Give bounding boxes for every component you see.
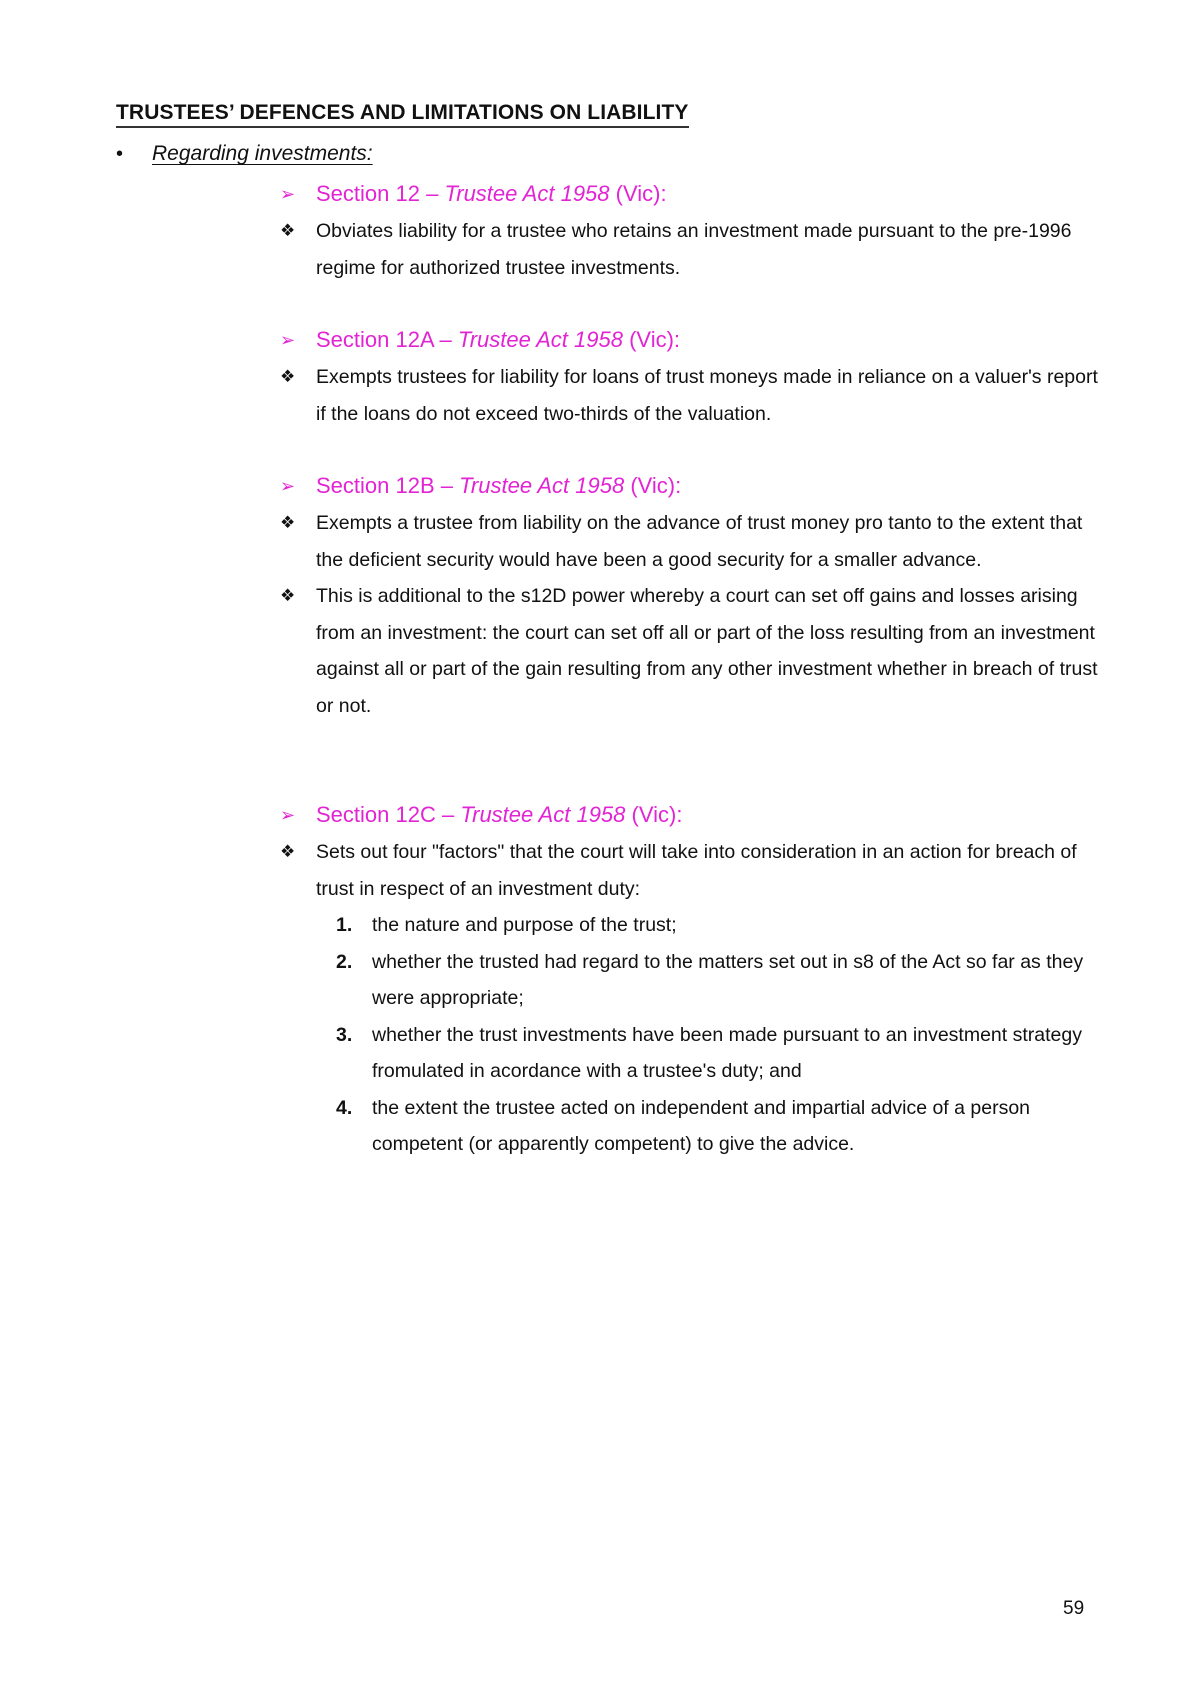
page-heading: TRUSTEES’ DEFENCES AND LIMITATIONS ON LIABILITY xyxy=(116,100,689,128)
list-item xyxy=(280,505,1110,578)
arrow-bullet-icon: ➢ xyxy=(280,330,296,350)
bullet-icon: • xyxy=(116,143,124,165)
numbered-item xyxy=(336,1017,1110,1090)
section-heading xyxy=(280,800,1110,830)
item-text: Obviates liability for a trustee who retains an investment made pursuant to the pre-1996 regime for authorized trustee investments. xyxy=(316,220,1072,279)
subheading xyxy=(116,140,373,168)
arrow-bullet-icon: ➢ xyxy=(280,476,296,496)
section-suffix: (Vic): xyxy=(622,327,681,352)
section-heading xyxy=(280,325,1110,355)
diamond-bullet-icon: ❖ xyxy=(280,221,296,240)
section-heading xyxy=(280,471,1110,501)
item-text: Exempts trustees for liability for loans of trust moneys made in reliance on a valuer's report if the loans do not exceed two-thirds of the valuation. xyxy=(316,366,1098,425)
section-prefix: Section 12B – xyxy=(316,473,460,498)
arrow-bullet-icon: ➢ xyxy=(280,184,296,204)
list-item xyxy=(280,359,1110,432)
numbered-item xyxy=(336,944,1110,1017)
diamond-bullet-icon: ❖ xyxy=(280,367,296,386)
item-text: the nature and purpose of the trust; xyxy=(372,914,677,936)
list-item xyxy=(280,213,1110,286)
act-name: Trustee Act 1958 xyxy=(444,181,610,206)
item-number: 3. xyxy=(336,1023,353,1046)
list-item xyxy=(280,578,1110,724)
item-number: 1. xyxy=(336,914,353,936)
section-suffix: (Vic): xyxy=(625,802,683,827)
arrow-bullet-icon: ➢ xyxy=(280,805,296,825)
act-name: Trustee Act 1958 xyxy=(457,327,623,352)
section-prefix: Section 12A – xyxy=(316,327,458,352)
section-12b xyxy=(280,471,1110,724)
section-12 xyxy=(280,179,1110,286)
item-text: the extent the trustee acted on independent and impartial advice of a person competent (or apparently competent) to give the advice. xyxy=(372,1096,1031,1155)
item-number: 2. xyxy=(336,950,353,973)
diamond-bullet-icon: ❖ xyxy=(280,842,296,861)
item-text: Sets out four "factors" that the court will take into consideration in an action for breach of trust in respect of an investment duty: xyxy=(316,841,1077,900)
section-heading xyxy=(280,179,1110,209)
item-text: This is additional to the s12D power whereby a court can set off gains and losses arising from an investment: the court can set off all or part of the loss resulting from an investment against all or part of the gain resulting from any other investment whether in breach of trust or not. xyxy=(316,585,1098,717)
section-suffix: (Vic): xyxy=(609,181,667,206)
section-12c xyxy=(280,800,1110,1163)
list-item xyxy=(280,834,1110,907)
numbered-item xyxy=(336,1090,1110,1163)
numbered-item xyxy=(336,907,1110,944)
act-name: Trustee Act 1958 xyxy=(460,802,626,827)
section-prefix: Section 12C – xyxy=(316,802,461,827)
item-text: Exempts a trustee from liability on the advance of trust money pro tanto to the extent that the deficient security would have been a good security for a smaller advance. xyxy=(316,512,1083,571)
item-number: 4. xyxy=(336,1096,353,1119)
section-12a xyxy=(280,325,1110,432)
act-name: Trustee Act 1958 xyxy=(459,473,625,498)
section-suffix: (Vic): xyxy=(624,473,682,498)
page-number: 59 xyxy=(1063,1598,1085,1619)
section-prefix: Section 12 – xyxy=(316,181,445,206)
item-text: whether the trust investments have been made pursuant to an investment strategy fromulated in acordance with a trustee's duty; and xyxy=(372,1023,1082,1082)
numbered-list xyxy=(336,907,1110,1163)
diamond-bullet-icon: ❖ xyxy=(280,586,296,605)
diamond-bullet-icon: ❖ xyxy=(280,513,296,532)
subheading-text: Regarding investments: xyxy=(152,142,373,165)
item-text: whether the trusted had regard to the matters set out in s8 of the Act so far as they were appropriate; xyxy=(372,950,1084,1009)
